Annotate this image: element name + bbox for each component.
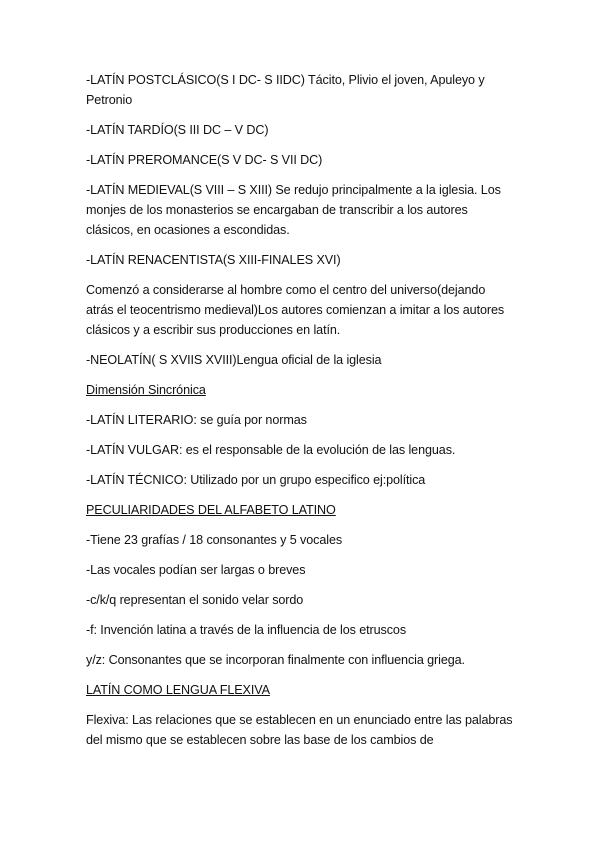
paragraph-latin-tardio: -LATÍN TARDÍO(S III DC – V DC) (86, 123, 269, 137)
paragraph-grafias: -Tiene 23 grafías / 18 consonantes y 5 vocales (86, 533, 343, 547)
paragraph-latin-vulgar: -LATÍN VULGAR: es el responsable de la evolución de las lenguas. (86, 443, 456, 457)
paragraph-latin-renacentista: -LATÍN RENACENTISTA(S XIII-FINALES XVI) (86, 253, 341, 267)
paragraph-latin-literario: -LATÍN LITERARIO: se guía por normas (86, 413, 307, 427)
paragraph-ckq: -c/k/q representan el sonido velar sordo (86, 593, 304, 607)
paragraph-latin-preromance: -LATÍN PREROMANCE(S V DC- S VII DC) (86, 153, 323, 167)
paragraph-neolatin: -NEOLATÍN( S XVIIS XVIII)Lengua oficial de la iglesia (86, 353, 382, 367)
paragraph-latin-medieval: -LATÍN MEDIEVAL(S VIII – S XIII) Se redujo principalmente a la iglesia. Los monjes de los monasterios se encargaban de transcribir a los autores clásicos, en ocasiones a escondidas. (86, 183, 501, 237)
paragraph-latin-postclasico: -LATÍN POSTCLÁSICO(S I DC- S IIDC) Tácito, Plivio el joven, Apuleyo y Petronio (86, 73, 485, 107)
paragraph-yz-consonantes: y/z: Consonantes que se incorporan finalmente con influencia griega. (86, 653, 465, 667)
paragraph-latin-tecnico: -LATÍN TÉCNICO: Utilizado por un grupo especifico ej:política (86, 473, 426, 487)
document-body (86, 70, 516, 760)
paragraph-renacimiento-description: Comenzó a considerarse al hombre como el centro del universo(dejando atrás el teocentrismo medieval)Los autores comienzan a imitar a los autores clásicos y a escribir sus producciones en latín. (86, 283, 505, 337)
paragraph-vocales: -Las vocales podían ser largas o breves (86, 563, 306, 577)
section-heading-alfabeto-latino: PECULIARIDADES DEL ALFABETO LATINO (86, 503, 336, 517)
section-heading-dimension-sincronica: Dimensión Sincrónica (86, 383, 206, 397)
paragraph-f-invencion: -f: Invención latina a través de la influencia de los etruscos (86, 623, 407, 637)
paragraph-flexiva-definition: Flexiva: Las relaciones que se establecen en un enunciado entre las palabras del mismo que se establecen sobre las base de los cambios de (86, 713, 513, 747)
section-heading-lengua-flexiva: LATÍN COMO LENGUA FLEXIVA (86, 683, 270, 697)
